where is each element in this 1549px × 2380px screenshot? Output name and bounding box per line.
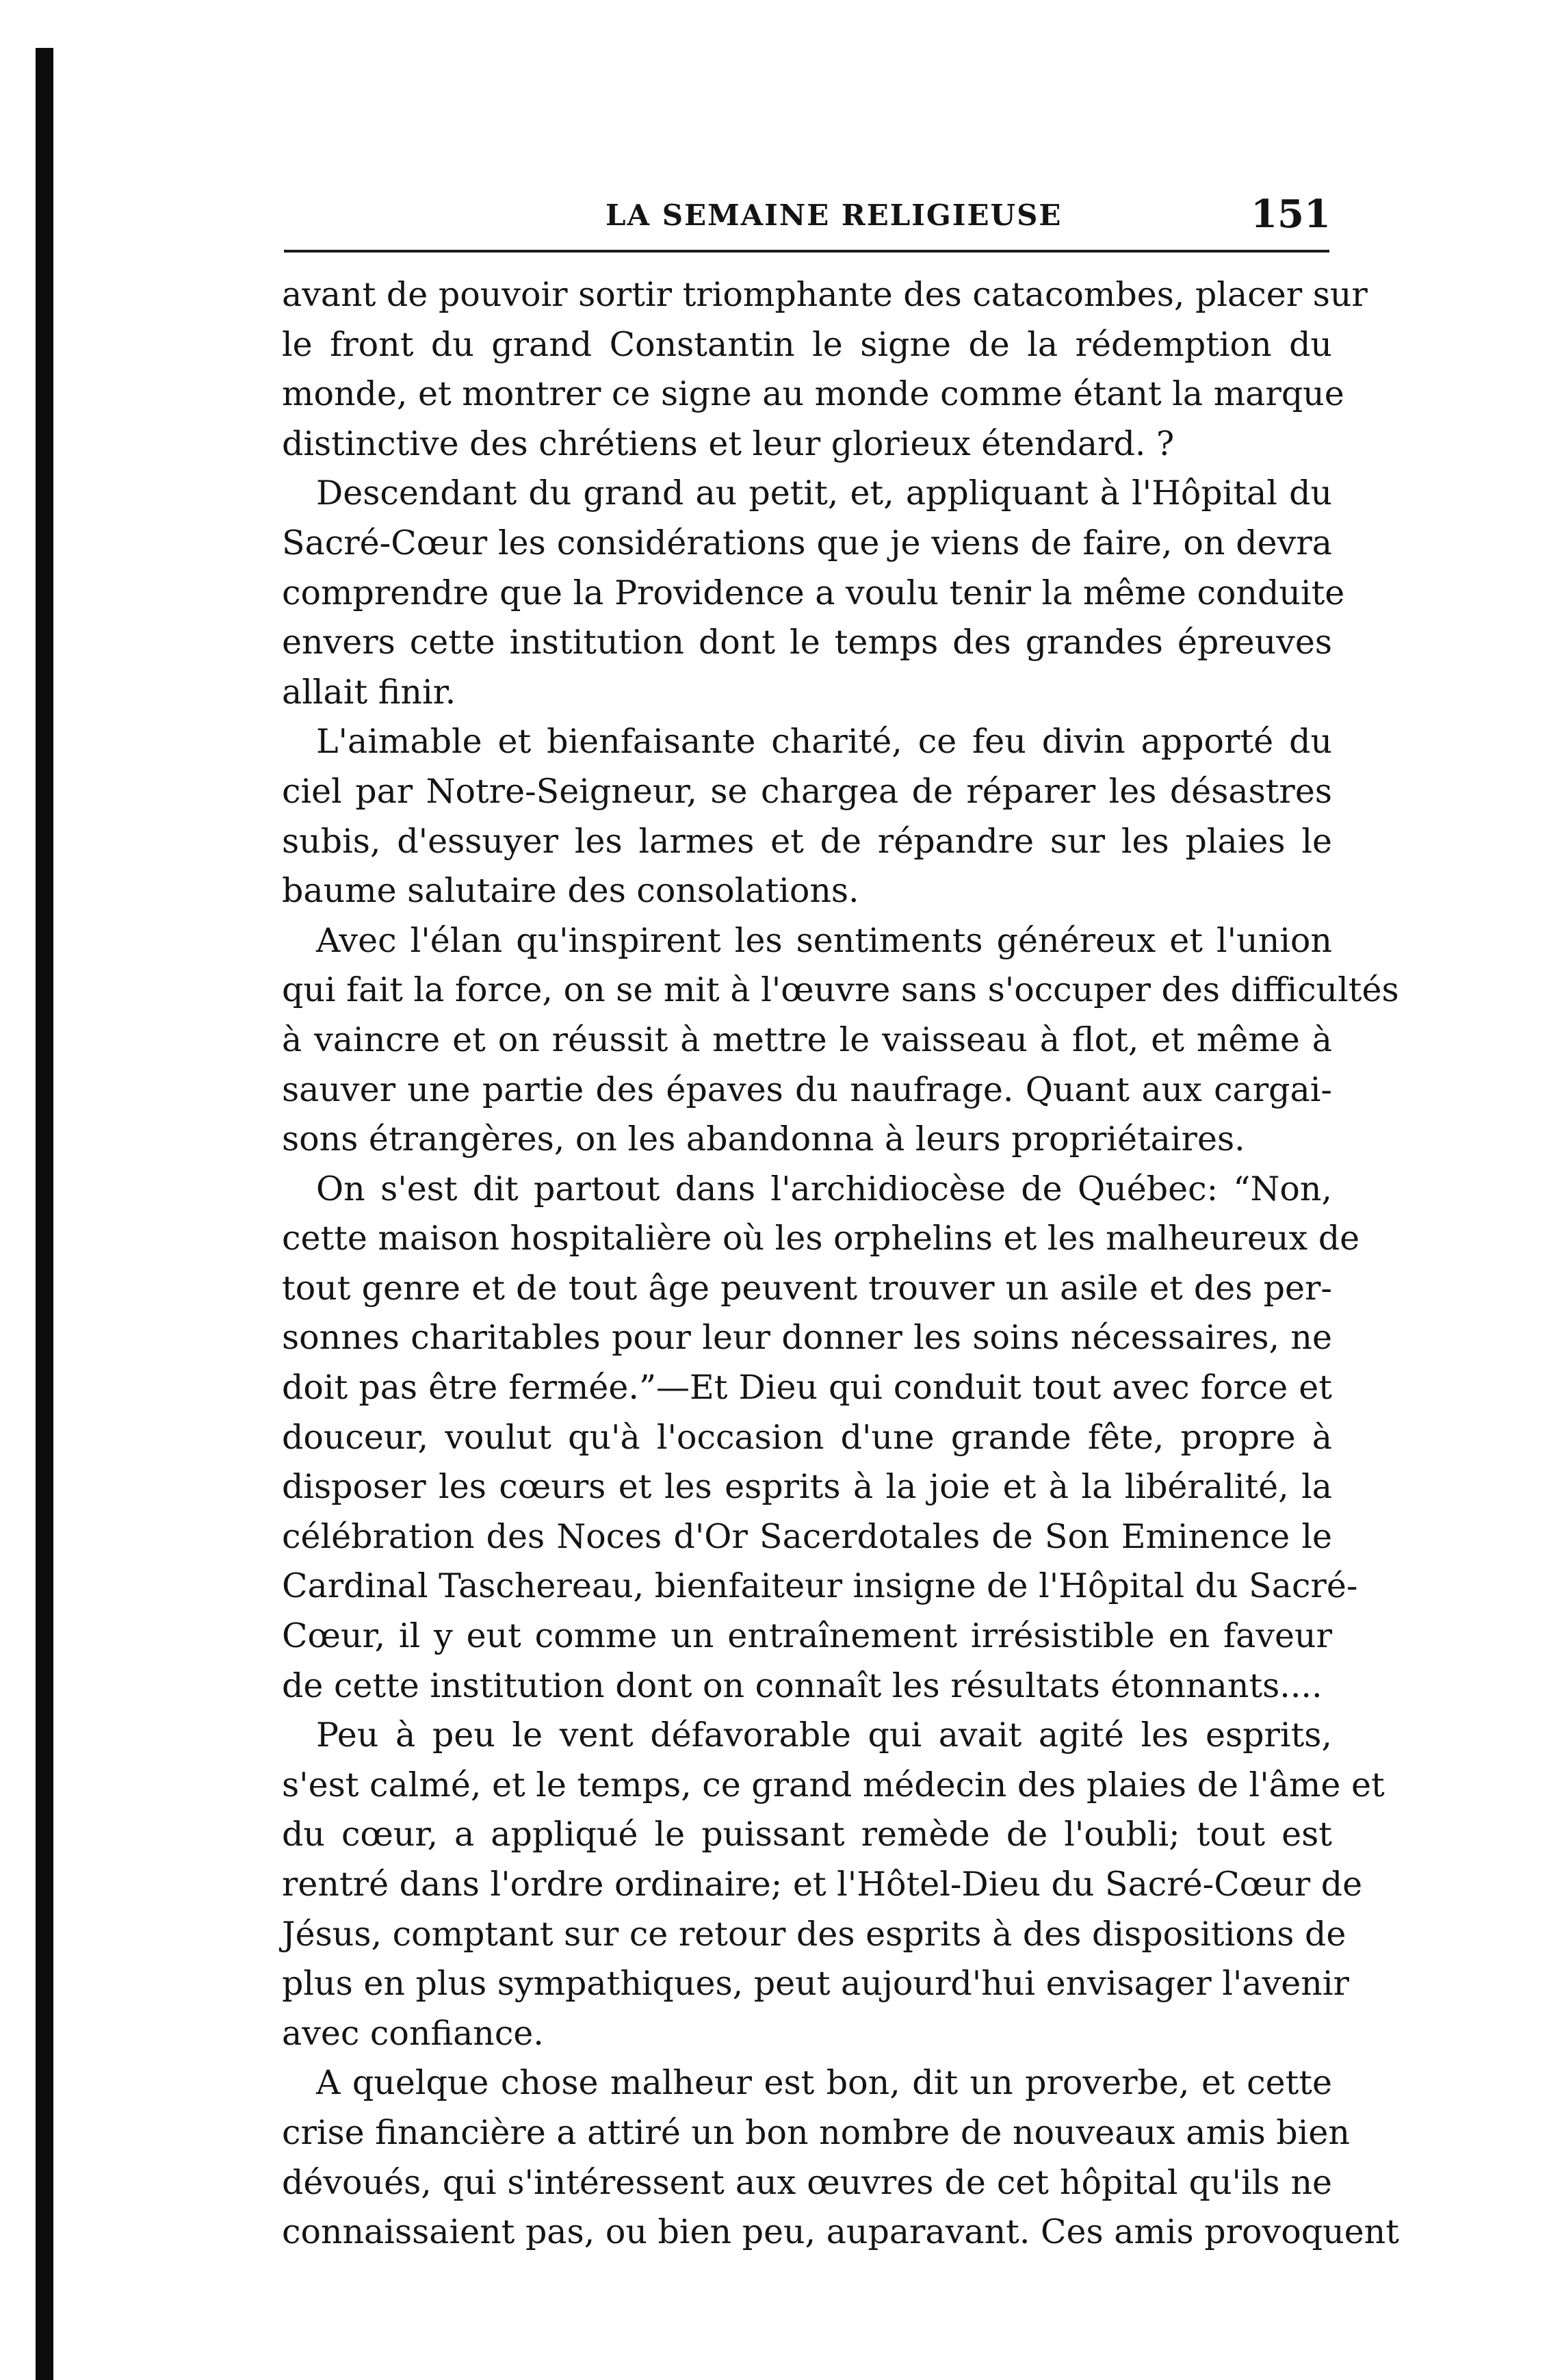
text-line: ciel par Notre-Seigneur, se chargea de réparer les désastres	[282, 771, 1332, 811]
text-line: avec confiance.	[282, 2013, 544, 2053]
text-line: allait finir.	[282, 672, 456, 712]
text-line: disposer les cœurs et les esprits à la joie et à la libéralité, la	[282, 1467, 1332, 1507]
text-line: Jésus, comptant sur ce retour des esprits à des dispositions de	[282, 1914, 1346, 1954]
text-line: sonnes charitables pour leur donner les soins nécessaires, ne	[282, 1318, 1332, 1358]
paragraph-start-line: L'aimable et bienfaisante charité, ce feu divin apporté du	[316, 722, 1332, 762]
text-line: tout genre et de tout âge peuvent trouver un asile et des per-	[282, 1268, 1332, 1308]
text-line: comprendre que la Providence a voulu tenir la même conduite	[282, 573, 1345, 612]
text-line: monde, et montrer ce signe au monde comme étant la marque	[282, 374, 1344, 414]
text-line: plus en plus sympathiques, peut aujourd'hui envisager l'avenir	[282, 1964, 1349, 2004]
text-line: subis, d'essuyer les larmes et de répandre sur les plaies le	[282, 821, 1332, 861]
text-line: rentré dans l'ordre ordinaire; et l'Hôtel-Dieu du Sacré-Cœur de	[282, 1865, 1363, 1904]
text-line: Sacré-Cœur les considérations que je viens de faire, on devra	[282, 523, 1332, 562]
text-line: doit pas être fermée.”—Et Dieu qui conduit tout avec force et	[282, 1368, 1332, 1408]
text-line: dévoués, qui s'intéressent aux œuvres de cet hôpital qu'ils ne	[282, 2162, 1332, 2202]
text-line: s'est calmé, et le temps, ce grand médecin des plaies de l'âme et	[282, 1765, 1385, 1805]
text-line: le front du grand Constantin le signe de la rédemption du	[282, 324, 1332, 364]
header-rule	[284, 250, 1329, 253]
text-line: connaissaient pas, ou bien peu, auparavant. Ces amis provoquent	[282, 2212, 1399, 2252]
text-line: crise financière a attiré un bon nombre de nouveaux amis bien	[282, 2112, 1350, 2152]
text-line: à vaincre et on réussit à mettre le vaisseau à flot, et même à	[282, 1020, 1332, 1059]
text-line: envers cette institution dont le temps des grandes épreuves	[282, 623, 1332, 662]
text-line: baume salutaire des consolations.	[282, 871, 859, 911]
running-head: LA SEMAINE RELIGIEUSE	[606, 198, 1063, 232]
text-line: avant de pouvoir sortir triomphante des catacombes, placer sur	[282, 275, 1368, 314]
paragraph-start-line: On s'est dit partout dans l'archidiocèse de Québec: “Non,	[316, 1169, 1332, 1208]
text-line: célébration des Noces d'Or Sacerdotales de Son Eminence le	[282, 1516, 1332, 1556]
text-line: du cœur, a appliqué le puissant remède de l'oubli; tout est	[282, 1815, 1332, 1854]
page-number: 151	[1251, 192, 1331, 237]
page-binding-edge	[36, 48, 53, 2380]
text-line: Cœur, il y eut comme un entraînement irrésistible en faveur	[282, 1616, 1332, 1656]
text-line: douceur, voulut qu'à l'occasion d'une grande fête, propre à	[282, 1417, 1332, 1457]
paragraph-start-line: A quelque chose malheur est bon, dit un proverbe, et cette	[316, 2063, 1332, 2103]
text-line: de cette institution dont on connaît les résultats étonnants....	[282, 1666, 1323, 1705]
paragraph-start-line: Descendant du grand au petit, et, appliquant à l'Hôpital du	[316, 474, 1332, 513]
paragraph-start-line: Avec l'élan qu'inspirent les sentiments généreux et l'union	[316, 920, 1332, 960]
text-line: sons étrangères, on les abandonna à leurs propriétaires.	[282, 1120, 1245, 1159]
text-line: sauver une partie des épaves du naufrage. Quant aux cargai-	[282, 1070, 1332, 1109]
text-line: Cardinal Taschereau, bienfaiteur insigne de l'Hôpital du Sacré-	[282, 1566, 1358, 1606]
page-header	[284, 192, 1331, 240]
body-text	[282, 270, 1399, 2258]
text-line: qui fait la force, on se mit à l'œuvre sans s'occuper des difficultés	[282, 970, 1399, 1010]
text-line: distinctive des chrétiens et leur glorieux étendard. ?	[282, 424, 1175, 463]
paragraph-start-line: Peu à peu le vent défavorable qui avait agité les esprits,	[316, 1716, 1332, 1755]
text-line: cette maison hospitalière où les orphelins et les malheureux de	[282, 1219, 1360, 1258]
